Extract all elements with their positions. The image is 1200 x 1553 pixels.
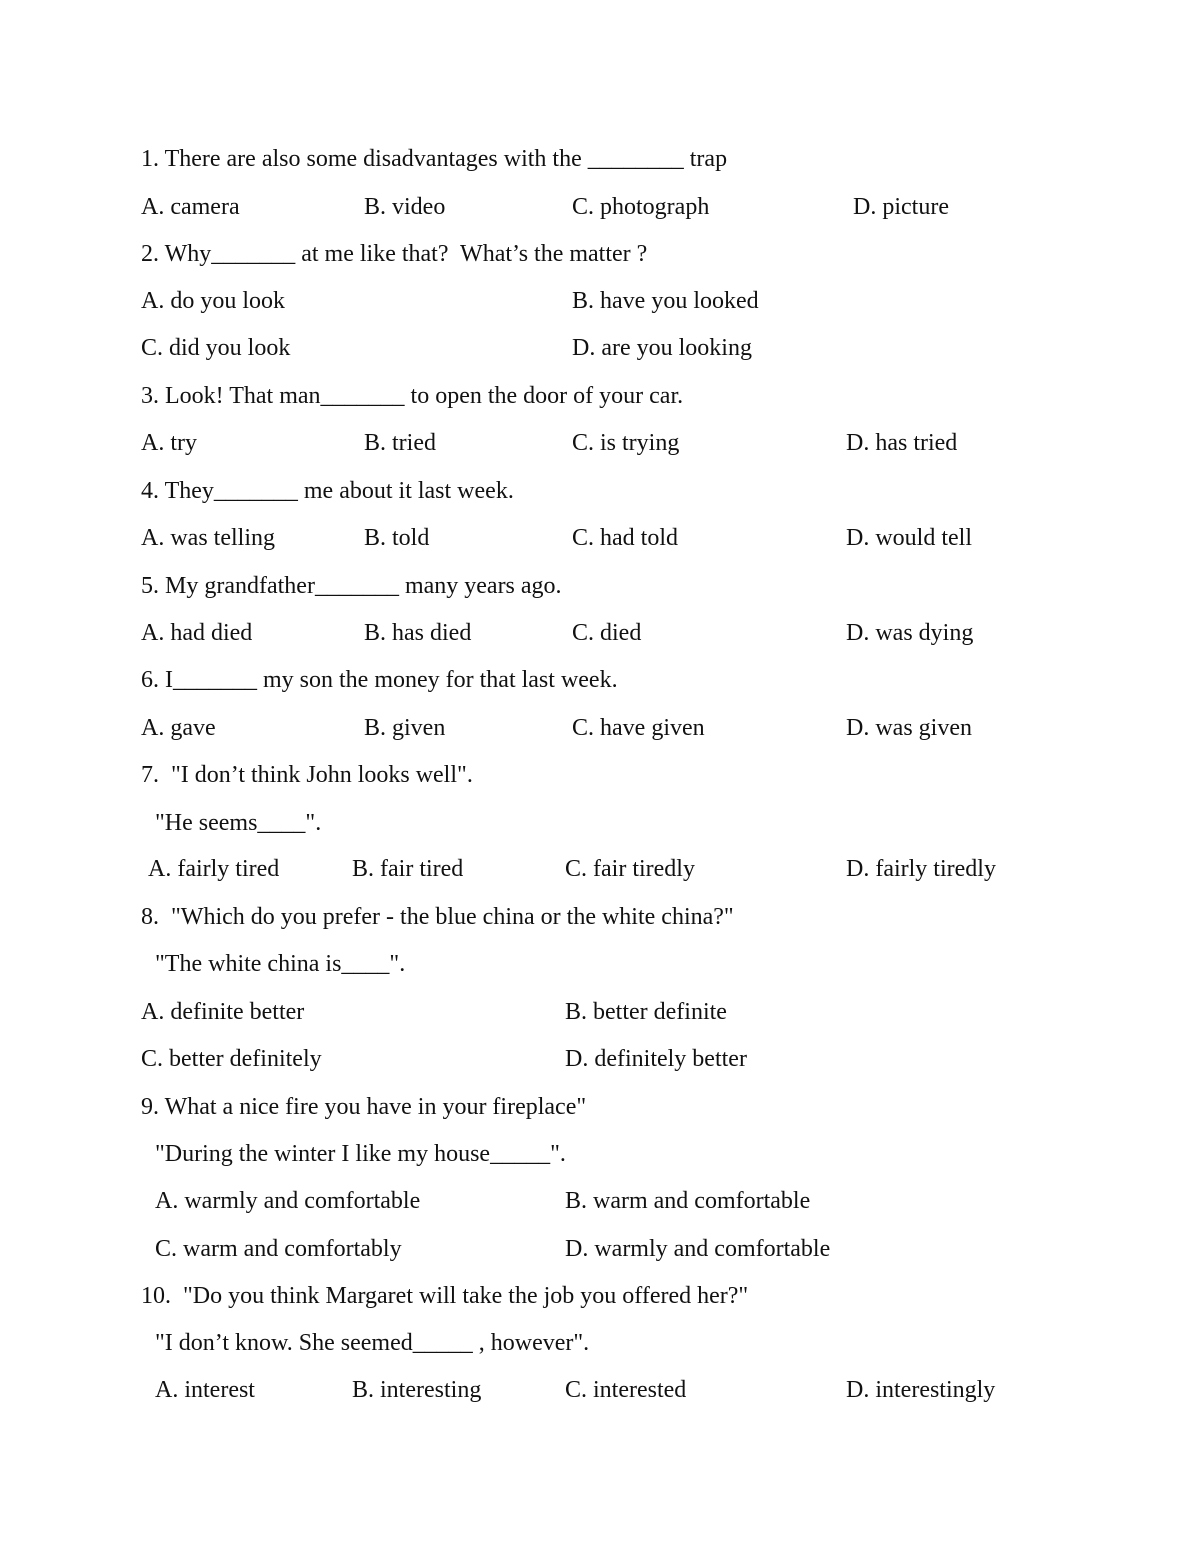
question-8-option-a: A. definite better: [141, 999, 305, 1025]
question-9-option-c: C. warm and comfortably: [155, 1236, 402, 1262]
question-9-stem-reply: "During the winter I like my house_____".: [155, 1141, 566, 1167]
question-3-option-a: A. try: [141, 430, 197, 456]
question-1-option-d: D. picture: [853, 194, 949, 220]
question-10-option-c: C. interested: [565, 1377, 687, 1403]
question-2-option-c: C. did you look: [141, 335, 291, 361]
question-6-option-d: D. was given: [846, 715, 972, 741]
question-2-stem: 2. Why_______ at me like that? What’s the matter ?: [141, 241, 648, 267]
question-7-option-d: D. fairly tiredly: [846, 856, 996, 882]
question-3-option-b: B. tried: [364, 430, 436, 456]
question-2-option-b: B. have you looked: [572, 288, 759, 314]
question-10-option-a: A. interest: [155, 1377, 255, 1403]
question-5-stem: 5. My grandfather_______ many years ago.: [141, 573, 562, 599]
question-1-option-b: B. video: [364, 194, 446, 220]
question-5-option-d: D. was dying: [846, 620, 974, 646]
question-6-option-a: A. gave: [141, 715, 216, 741]
question-6-stem: 6. I_______ my son the money for that last week.: [141, 667, 618, 693]
question-3-option-d: D. has tried: [846, 430, 958, 456]
question-4-stem: 4. They_______ me about it last week.: [141, 478, 514, 504]
question-9-option-b: B. warm and comfortable: [565, 1188, 811, 1214]
question-5-option-c: C. died: [572, 620, 642, 646]
question-7-option-a: A. fairly tired: [148, 856, 280, 882]
question-8-option-c: C. better definitely: [141, 1046, 322, 1072]
question-2-option-a: A. do you look: [141, 288, 285, 314]
question-8-stem-reply: "The white china is____".: [155, 951, 406, 977]
question-9-stem: 9. What a nice fire you have in your fireplace": [141, 1094, 587, 1120]
question-10-option-b: B. interesting: [352, 1377, 482, 1403]
question-5-option-a: A. had died: [141, 620, 253, 646]
question-7-option-c: C. fair tiredly: [565, 856, 695, 882]
question-3-stem: 3. Look! That man_______ to open the door of your car.: [141, 383, 684, 409]
question-7-stem: 7. "I don’t think John looks well".: [141, 762, 473, 788]
question-10-stem-reply: "I don’t know. She seemed_____ , however".: [155, 1330, 590, 1356]
question-4-option-b: B. told: [364, 525, 430, 551]
question-1-stem: 1. There are also some disadvantages with the ________ trap: [141, 146, 728, 172]
question-10-option-d: D. interestingly: [846, 1377, 996, 1403]
question-2-option-d: D. are you looking: [572, 335, 752, 361]
question-6-option-b: B. given: [364, 715, 446, 741]
question-10-stem: 10. "Do you think Margaret will take the job you offered her?": [141, 1283, 749, 1309]
question-8-stem: 8. "Which do you prefer - the blue china or the white china?": [141, 904, 734, 930]
question-9-option-a: A. warmly and comfortable: [155, 1188, 421, 1214]
question-9-option-d: D. warmly and comfortable: [565, 1236, 831, 1262]
question-4-option-c: C. had told: [572, 525, 678, 551]
question-1-option-c: C. photograph: [572, 194, 710, 220]
question-4-option-a: A. was telling: [141, 525, 275, 551]
question-8-option-b: B. better definite: [565, 999, 727, 1025]
question-7-option-b: B. fair tired: [352, 856, 464, 882]
question-7-stem-reply: "He seems____".: [155, 810, 322, 836]
question-3-option-c: C. is trying: [572, 430, 680, 456]
question-5-option-b: B. has died: [364, 620, 472, 646]
question-6-option-c: C. have given: [572, 715, 705, 741]
question-8-option-d: D. definitely better: [565, 1046, 747, 1072]
question-1-option-a: A. camera: [141, 194, 240, 220]
question-4-option-d: D. would tell: [846, 525, 972, 551]
